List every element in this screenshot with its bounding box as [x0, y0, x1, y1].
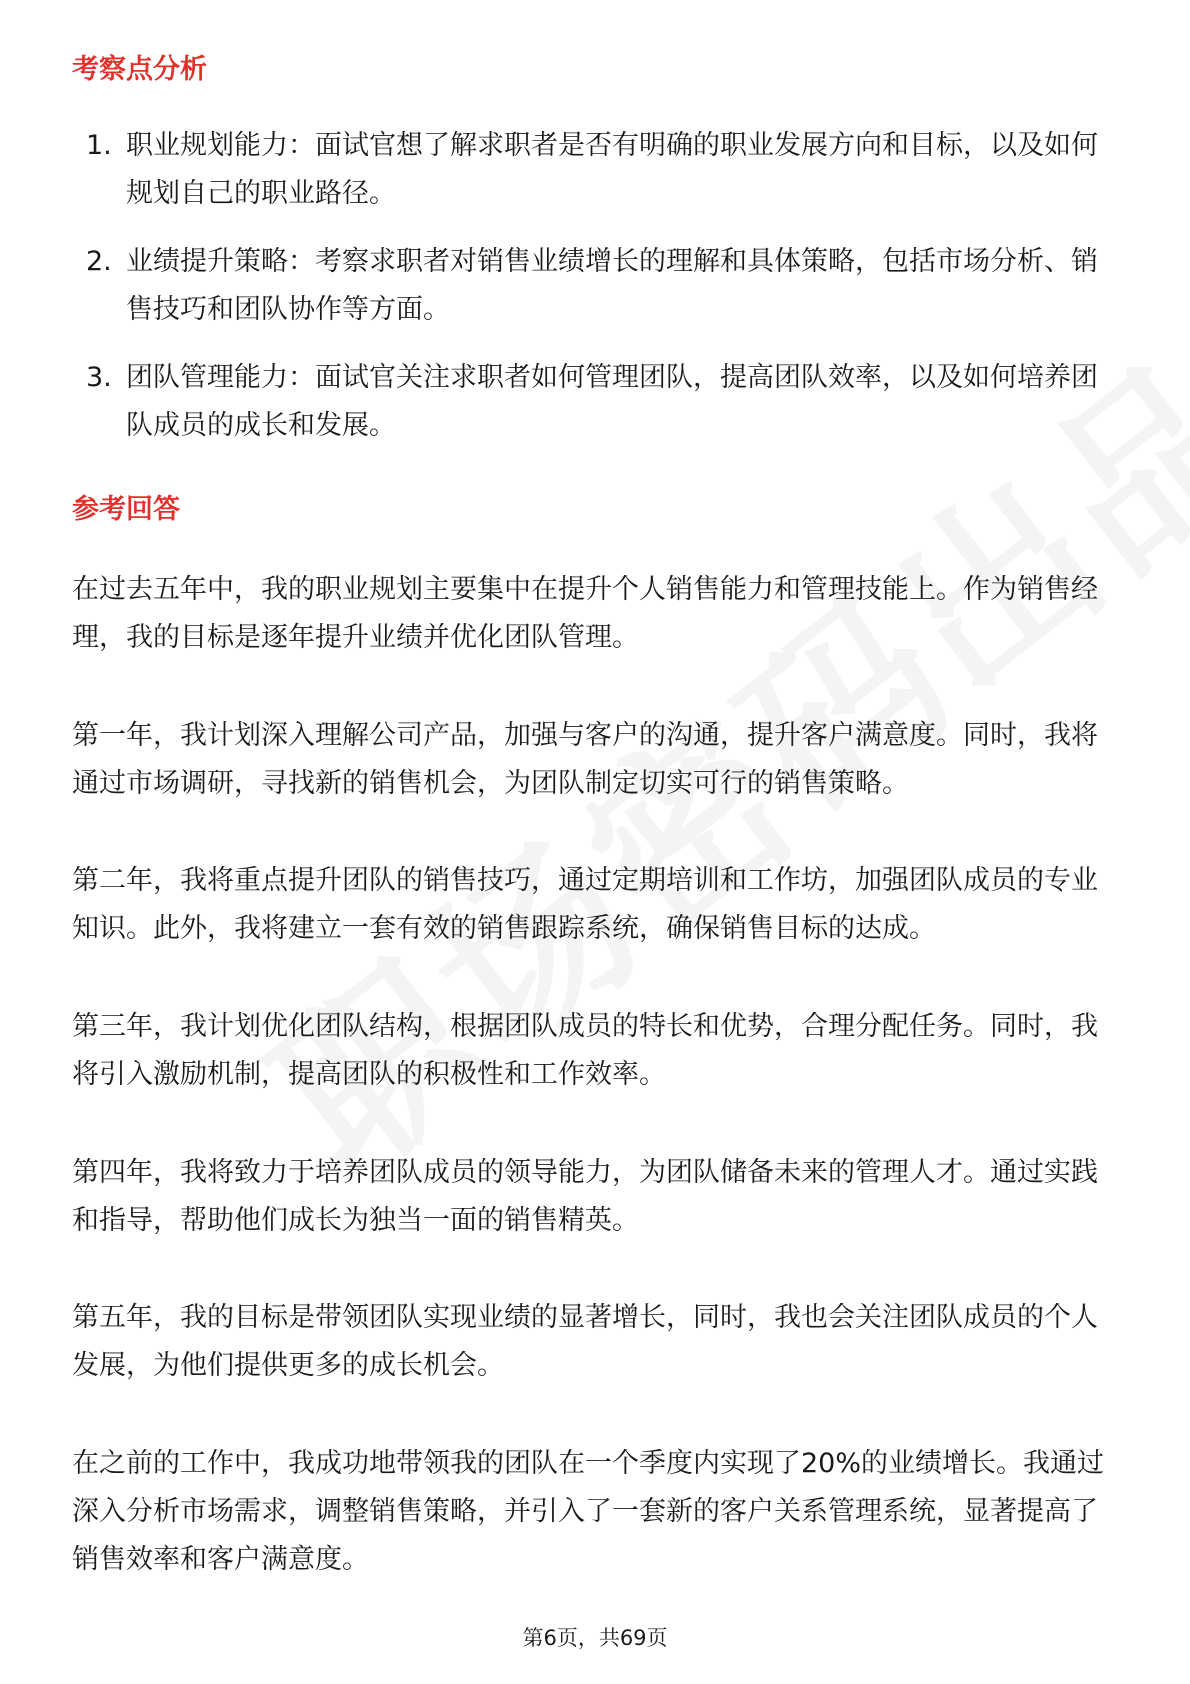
list-item-text: 职业规划能力：面试官想了解求职者是否有明确的职业发展方向和目标，以及如何规划自己的职业路径。	[126, 130, 1098, 209]
answer-paragraph: 在之前的工作中，我成功地带领我的团队在一个季度内实现了20%的业绩增长。我通过深入分析市场需求，调整销售策略，并引入了一套新的客户关系管理系统，显著提高了销售效率和客户满意度。	[72, 1448, 1105, 1575]
section-heading-answer: 参考回答	[72, 494, 180, 525]
answer-paragraph: 在过去五年中，我的职业规划主要集中在提升个人销售能力和管理技能上。作为销售经理，我的目标是逐年提升业绩并优化团队管理。	[72, 574, 1098, 653]
list-number: 2.	[86, 246, 112, 277]
analysis-list	[0, 122, 1190, 470]
answer-paragraph: 第三年，我计划优化团队结构，根据团队成员的特长和优势，合理分配任务。同时，我将引入激励机制，提高团队的积极性和工作效率。	[72, 1011, 1098, 1090]
list-item	[0, 354, 1116, 450]
answer-paragraph: 第五年，我的目标是带领团队实现业绩的显著增长，同时，我也会关注团队成员的个人发展，为他们提供更多的成长机会。	[72, 1302, 1098, 1381]
answer-paragraph: 第二年，我将重点提升团队的销售技巧，通过定期培训和工作坊，加强团队成员的专业知识。此外，我将建立一套有效的销售跟踪系统，确保销售目标的达成。	[72, 865, 1098, 944]
list-number: 1.	[86, 130, 112, 161]
list-item-text: 团队管理能力：面试官关注求职者如何管理团队，提高团队效率，以及如何培养团队成员的成长和发展。	[126, 362, 1098, 441]
answer-paragraph: 第一年，我计划深入理解公司产品，加强与客户的沟通，提升客户满意度。同时，我将通过市场调研，寻找新的销售机会，为团队制定切实可行的销售策略。	[72, 720, 1098, 799]
list-number: 3.	[86, 362, 112, 393]
section-heading-analysis: 考察点分析	[72, 54, 207, 85]
answer-paragraph: 第四年，我将致力于培养团队成员的领导能力，为团队储备未来的管理人才。通过实践和指导，帮助他们成长为独当一面的销售精英。	[72, 1157, 1098, 1236]
list-item	[0, 122, 1116, 218]
list-item	[0, 238, 1116, 334]
list-item-text: 业绩提升策略：考察求职者对销售业绩增长的理解和具体策略，包括市场分析、销售技巧和团队协作等方面。	[126, 246, 1098, 325]
page-footer: 第6页，共69页	[522, 1626, 668, 1650]
